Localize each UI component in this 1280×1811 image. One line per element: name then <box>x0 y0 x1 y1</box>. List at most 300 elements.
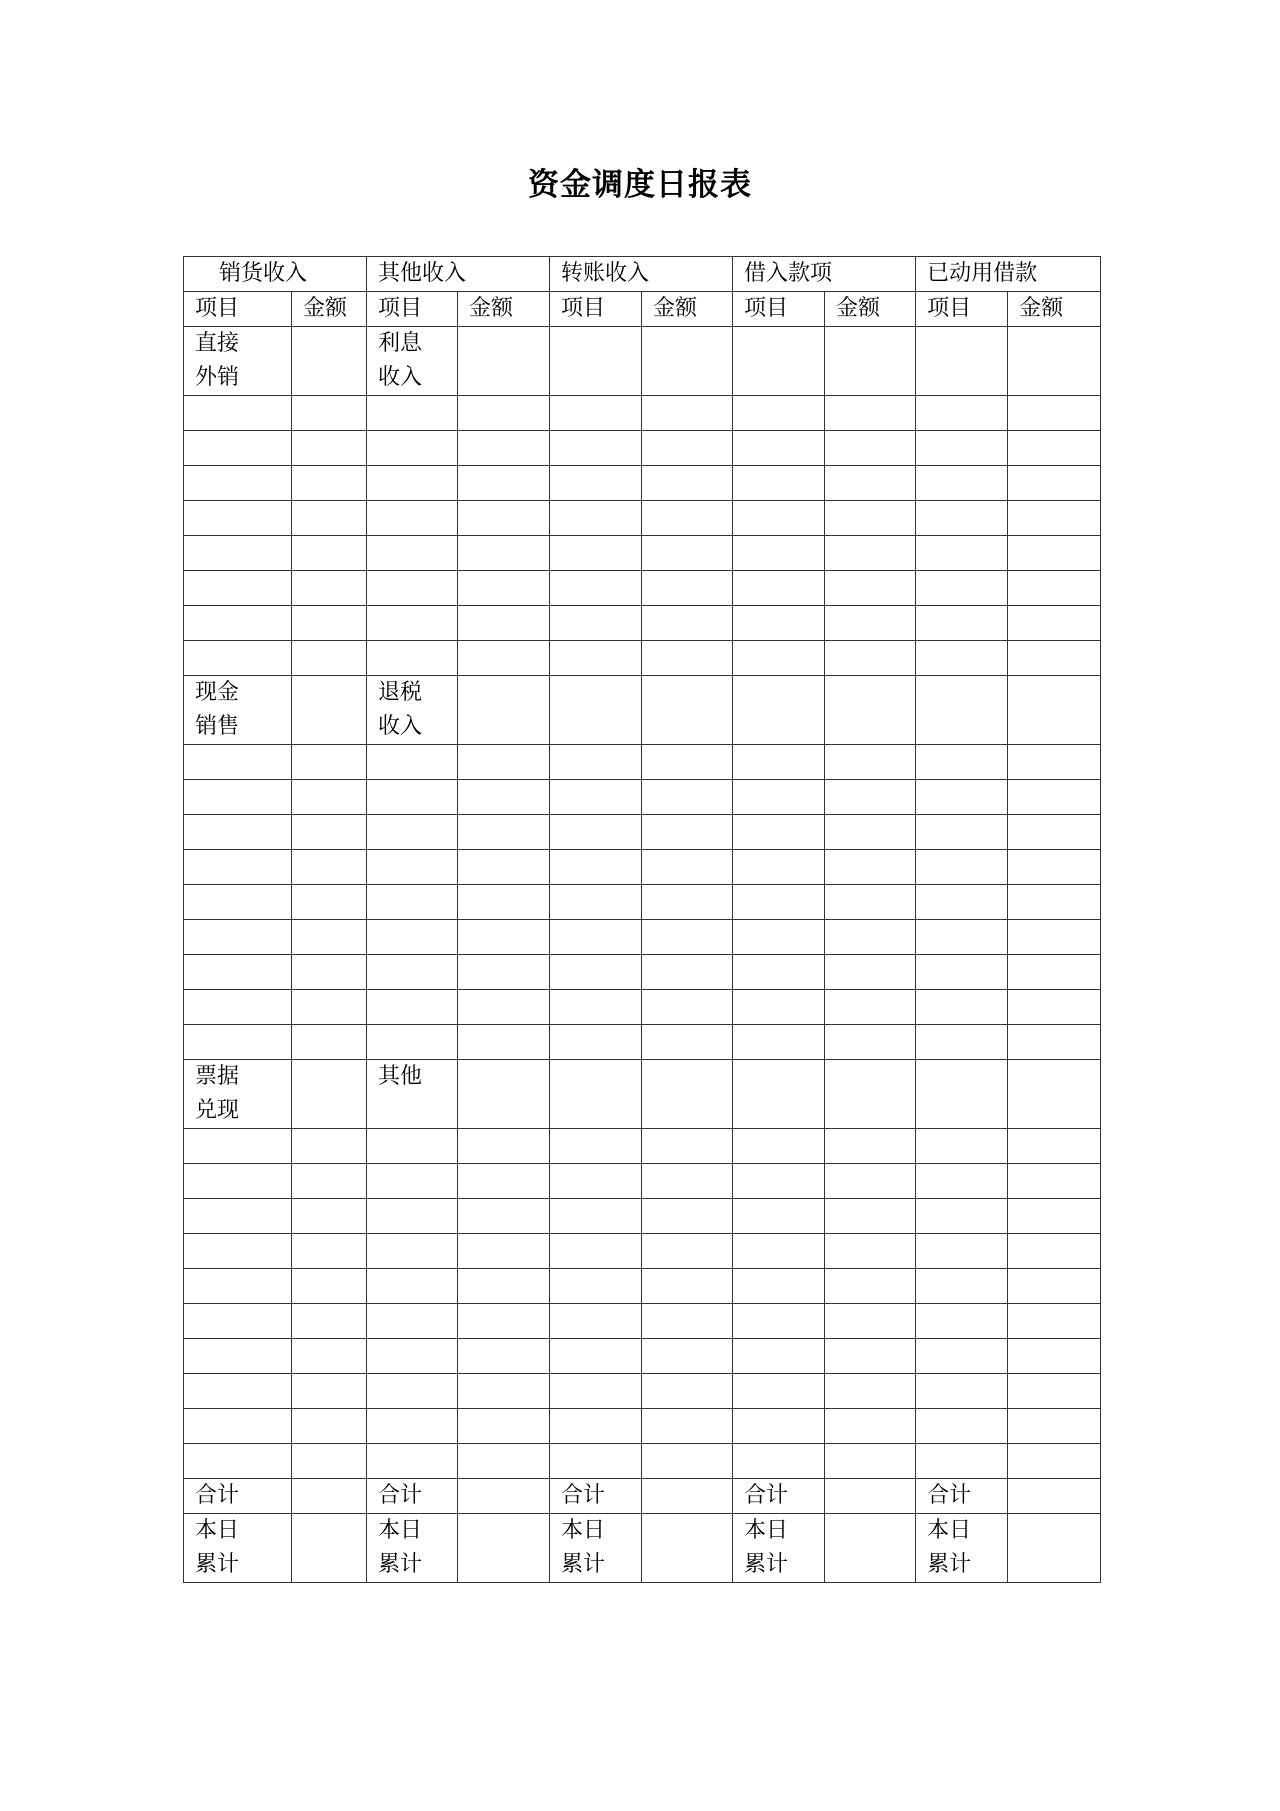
item-cell[interactable] <box>916 815 1008 850</box>
item-cell[interactable] <box>550 606 642 641</box>
amount-cell[interactable] <box>825 1339 916 1374</box>
item-cell[interactable] <box>367 1199 458 1234</box>
item-cell[interactable] <box>184 1409 292 1444</box>
item-cell[interactable] <box>733 1025 825 1060</box>
amount-cell[interactable] <box>1008 1234 1101 1269</box>
cumulative-amount-cell[interactable] <box>1008 1514 1101 1583</box>
item-cell[interactable] <box>550 1374 642 1409</box>
amount-cell[interactable] <box>642 501 733 536</box>
item-cell[interactable] <box>916 1129 1008 1164</box>
amount-cell[interactable] <box>642 1409 733 1444</box>
amount-cell[interactable] <box>292 536 367 571</box>
item-cell[interactable] <box>733 466 825 501</box>
item-cell[interactable] <box>733 571 825 606</box>
amount-cell[interactable] <box>292 1129 367 1164</box>
amount-cell[interactable] <box>1008 1304 1101 1339</box>
item-cell[interactable] <box>367 1409 458 1444</box>
item-cell[interactable] <box>184 780 292 815</box>
item-cell[interactable] <box>916 571 1008 606</box>
item-cell[interactable] <box>916 536 1008 571</box>
item-cell[interactable] <box>733 850 825 885</box>
amount-cell[interactable] <box>458 850 550 885</box>
item-cell[interactable] <box>367 1304 458 1339</box>
amount-cell[interactable] <box>292 641 367 676</box>
amount-cell[interactable] <box>292 1025 367 1060</box>
amount-cell[interactable] <box>642 536 733 571</box>
item-cell[interactable] <box>367 1129 458 1164</box>
amount-cell[interactable] <box>292 606 367 641</box>
amount-cell[interactable] <box>458 396 550 431</box>
item-cell[interactable] <box>550 1409 642 1444</box>
amount-cell[interactable] <box>292 1339 367 1374</box>
amount-cell[interactable] <box>825 990 916 1025</box>
item-cell[interactable] <box>733 1234 825 1269</box>
item-cell[interactable] <box>184 1444 292 1479</box>
amount-cell[interactable] <box>825 1060 916 1129</box>
amount-cell[interactable] <box>825 641 916 676</box>
amount-cell[interactable] <box>642 850 733 885</box>
amount-cell[interactable] <box>825 1234 916 1269</box>
amount-cell[interactable] <box>292 396 367 431</box>
amount-cell[interactable] <box>1008 1409 1101 1444</box>
amount-cell[interactable] <box>1008 501 1101 536</box>
item-cell[interactable] <box>916 1060 1008 1129</box>
item-cell[interactable] <box>916 1409 1008 1444</box>
item-cell[interactable] <box>184 501 292 536</box>
amount-cell[interactable] <box>292 501 367 536</box>
amount-cell[interactable] <box>642 745 733 780</box>
item-cell[interactable] <box>733 745 825 780</box>
amount-cell[interactable] <box>642 990 733 1025</box>
amount-cell[interactable] <box>825 1304 916 1339</box>
amount-cell[interactable] <box>825 571 916 606</box>
item-cell[interactable] <box>550 1444 642 1479</box>
item-cell[interactable] <box>367 501 458 536</box>
item-cell[interactable] <box>733 1269 825 1304</box>
amount-cell[interactable] <box>1008 745 1101 780</box>
amount-cell[interactable] <box>642 1199 733 1234</box>
amount-cell[interactable] <box>642 606 733 641</box>
amount-cell[interactable] <box>825 780 916 815</box>
item-cell[interactable] <box>916 1234 1008 1269</box>
item-cell[interactable] <box>184 641 292 676</box>
item-cell[interactable] <box>184 1374 292 1409</box>
amount-cell[interactable] <box>1008 606 1101 641</box>
item-cell[interactable] <box>733 327 825 396</box>
item-cell[interactable] <box>184 1339 292 1374</box>
amount-cell[interactable] <box>642 1339 733 1374</box>
item-cell[interactable] <box>916 1199 1008 1234</box>
item-cell[interactable] <box>367 815 458 850</box>
item-cell[interactable] <box>184 1304 292 1339</box>
total-amount-cell[interactable] <box>825 1479 916 1514</box>
item-cell[interactable] <box>367 920 458 955</box>
item-cell[interactable] <box>916 955 1008 990</box>
item-cell[interactable] <box>550 990 642 1025</box>
item-cell[interactable] <box>916 780 1008 815</box>
amount-cell[interactable] <box>642 1374 733 1409</box>
amount-cell[interactable] <box>458 571 550 606</box>
amount-cell[interactable] <box>458 1444 550 1479</box>
item-cell[interactable] <box>367 850 458 885</box>
amount-cell[interactable] <box>825 1409 916 1444</box>
amount-cell[interactable] <box>825 1199 916 1234</box>
amount-cell[interactable] <box>642 815 733 850</box>
amount-cell[interactable] <box>458 1025 550 1060</box>
amount-cell[interactable] <box>458 1164 550 1199</box>
amount-cell[interactable] <box>458 641 550 676</box>
item-cell[interactable] <box>550 745 642 780</box>
amount-cell[interactable] <box>458 885 550 920</box>
item-cell[interactable] <box>550 1129 642 1164</box>
item-cell[interactable] <box>916 850 1008 885</box>
amount-cell[interactable] <box>825 431 916 466</box>
item-cell[interactable] <box>733 641 825 676</box>
item-cell[interactable] <box>550 501 642 536</box>
item-cell[interactable] <box>733 1060 825 1129</box>
amount-cell[interactable] <box>292 815 367 850</box>
item-cell[interactable] <box>916 885 1008 920</box>
amount-cell[interactable] <box>1008 1444 1101 1479</box>
cumulative-amount-cell[interactable] <box>825 1514 916 1583</box>
total-amount-cell[interactable] <box>458 1479 550 1514</box>
item-cell[interactable] <box>733 1374 825 1409</box>
amount-cell[interactable] <box>1008 466 1101 501</box>
item-cell[interactable] <box>550 571 642 606</box>
amount-cell[interactable] <box>458 606 550 641</box>
item-cell[interactable] <box>733 676 825 745</box>
amount-cell[interactable] <box>458 815 550 850</box>
amount-cell[interactable] <box>1008 990 1101 1025</box>
item-cell[interactable] <box>550 850 642 885</box>
amount-cell[interactable] <box>1008 571 1101 606</box>
amount-cell[interactable] <box>825 327 916 396</box>
amount-cell[interactable] <box>1008 327 1101 396</box>
amount-cell[interactable] <box>825 1374 916 1409</box>
item-cell[interactable] <box>550 885 642 920</box>
amount-cell[interactable] <box>292 327 367 396</box>
amount-cell[interactable] <box>458 780 550 815</box>
item-cell[interactable] <box>733 606 825 641</box>
amount-cell[interactable] <box>1008 955 1101 990</box>
item-cell[interactable] <box>550 536 642 571</box>
amount-cell[interactable] <box>642 1234 733 1269</box>
amount-cell[interactable] <box>825 1164 916 1199</box>
amount-cell[interactable] <box>292 1269 367 1304</box>
item-cell[interactable] <box>367 1444 458 1479</box>
amount-cell[interactable] <box>642 780 733 815</box>
item-cell[interactable] <box>916 1304 1008 1339</box>
amount-cell[interactable] <box>458 955 550 990</box>
amount-cell[interactable] <box>292 885 367 920</box>
amount-cell[interactable] <box>642 676 733 745</box>
amount-cell[interactable] <box>292 1374 367 1409</box>
total-amount-cell[interactable] <box>642 1479 733 1514</box>
item-cell[interactable] <box>367 641 458 676</box>
amount-cell[interactable] <box>458 1304 550 1339</box>
item-cell[interactable] <box>367 431 458 466</box>
amount-cell[interactable] <box>642 1304 733 1339</box>
amount-cell[interactable] <box>292 1304 367 1339</box>
amount-cell[interactable] <box>642 1269 733 1304</box>
item-cell[interactable] <box>733 990 825 1025</box>
item-cell[interactable] <box>184 571 292 606</box>
item-cell[interactable] <box>733 920 825 955</box>
amount-cell[interactable] <box>458 1339 550 1374</box>
amount-cell[interactable] <box>825 815 916 850</box>
amount-cell[interactable] <box>458 466 550 501</box>
amount-cell[interactable] <box>642 1164 733 1199</box>
amount-cell[interactable] <box>292 850 367 885</box>
item-cell[interactable] <box>184 850 292 885</box>
amount-cell[interactable] <box>1008 920 1101 955</box>
item-cell[interactable] <box>733 955 825 990</box>
item-cell[interactable] <box>367 1234 458 1269</box>
item-cell[interactable] <box>367 606 458 641</box>
item-cell[interactable] <box>367 780 458 815</box>
amount-cell[interactable] <box>1008 1339 1101 1374</box>
amount-cell[interactable] <box>642 431 733 466</box>
item-cell[interactable] <box>367 396 458 431</box>
amount-cell[interactable] <box>825 920 916 955</box>
item-cell[interactable] <box>733 1339 825 1374</box>
amount-cell[interactable] <box>458 1199 550 1234</box>
item-cell[interactable] <box>916 466 1008 501</box>
amount-cell[interactable] <box>292 571 367 606</box>
item-cell[interactable] <box>733 396 825 431</box>
amount-cell[interactable] <box>1008 850 1101 885</box>
item-cell[interactable] <box>733 536 825 571</box>
item-cell[interactable] <box>733 780 825 815</box>
item-cell[interactable] <box>184 1234 292 1269</box>
amount-cell[interactable] <box>1008 1060 1101 1129</box>
item-cell[interactable] <box>916 990 1008 1025</box>
amount-cell[interactable] <box>458 990 550 1025</box>
amount-cell[interactable] <box>825 536 916 571</box>
amount-cell[interactable] <box>458 676 550 745</box>
item-cell[interactable] <box>550 920 642 955</box>
item-cell[interactable] <box>184 955 292 990</box>
item-cell[interactable] <box>733 1304 825 1339</box>
item-cell[interactable] <box>550 1060 642 1129</box>
amount-cell[interactable] <box>642 885 733 920</box>
item-cell[interactable] <box>184 745 292 780</box>
amount-cell[interactable] <box>1008 536 1101 571</box>
amount-cell[interactable] <box>458 1129 550 1164</box>
item-cell[interactable] <box>916 1339 1008 1374</box>
item-cell[interactable] <box>184 885 292 920</box>
amount-cell[interactable] <box>825 676 916 745</box>
item-cell[interactable] <box>367 745 458 780</box>
item-cell[interactable] <box>367 990 458 1025</box>
item-cell[interactable] <box>184 1199 292 1234</box>
total-amount-cell[interactable] <box>1008 1479 1101 1514</box>
amount-cell[interactable] <box>458 745 550 780</box>
item-cell[interactable] <box>367 466 458 501</box>
amount-cell[interactable] <box>642 955 733 990</box>
item-cell[interactable] <box>550 1025 642 1060</box>
amount-cell[interactable] <box>1008 1164 1101 1199</box>
amount-cell[interactable] <box>642 1444 733 1479</box>
amount-cell[interactable] <box>825 501 916 536</box>
amount-cell[interactable] <box>292 1234 367 1269</box>
item-cell[interactable] <box>184 431 292 466</box>
amount-cell[interactable] <box>458 501 550 536</box>
item-cell[interactable] <box>184 1129 292 1164</box>
amount-cell[interactable] <box>458 327 550 396</box>
item-cell[interactable] <box>733 501 825 536</box>
amount-cell[interactable] <box>642 396 733 431</box>
amount-cell[interactable] <box>292 676 367 745</box>
amount-cell[interactable] <box>1008 1199 1101 1234</box>
item-cell[interactable] <box>184 990 292 1025</box>
item-cell[interactable] <box>184 920 292 955</box>
amount-cell[interactable] <box>1008 780 1101 815</box>
amount-cell[interactable] <box>1008 1374 1101 1409</box>
item-cell[interactable] <box>733 1409 825 1444</box>
amount-cell[interactable] <box>292 1164 367 1199</box>
amount-cell[interactable] <box>642 1129 733 1164</box>
item-cell[interactable] <box>550 1164 642 1199</box>
item-cell[interactable] <box>367 1374 458 1409</box>
item-cell[interactable] <box>184 1025 292 1060</box>
amount-cell[interactable] <box>825 1129 916 1164</box>
item-cell[interactable] <box>184 815 292 850</box>
amount-cell[interactable] <box>825 850 916 885</box>
item-cell[interactable] <box>916 327 1008 396</box>
item-cell[interactable] <box>184 1269 292 1304</box>
amount-cell[interactable] <box>642 466 733 501</box>
item-cell[interactable] <box>733 1164 825 1199</box>
item-cell[interactable] <box>733 1199 825 1234</box>
item-cell[interactable] <box>367 955 458 990</box>
amount-cell[interactable] <box>458 1060 550 1129</box>
amount-cell[interactable] <box>825 1025 916 1060</box>
item-cell[interactable] <box>916 920 1008 955</box>
amount-cell[interactable] <box>825 955 916 990</box>
amount-cell[interactable] <box>292 1444 367 1479</box>
item-cell[interactable] <box>916 745 1008 780</box>
amount-cell[interactable] <box>1008 1025 1101 1060</box>
item-cell[interactable] <box>550 1339 642 1374</box>
amount-cell[interactable] <box>1008 396 1101 431</box>
item-cell[interactable] <box>550 431 642 466</box>
item-cell[interactable] <box>916 641 1008 676</box>
amount-cell[interactable] <box>458 431 550 466</box>
amount-cell[interactable] <box>458 1409 550 1444</box>
amount-cell[interactable] <box>825 1269 916 1304</box>
amount-cell[interactable] <box>642 327 733 396</box>
item-cell[interactable] <box>367 1164 458 1199</box>
item-cell[interactable] <box>367 571 458 606</box>
amount-cell[interactable] <box>292 745 367 780</box>
item-cell[interactable] <box>733 1129 825 1164</box>
amount-cell[interactable] <box>825 396 916 431</box>
item-cell[interactable] <box>733 1444 825 1479</box>
item-cell[interactable] <box>184 396 292 431</box>
amount-cell[interactable] <box>1008 1129 1101 1164</box>
item-cell[interactable] <box>367 536 458 571</box>
cumulative-amount-cell[interactable] <box>458 1514 550 1583</box>
cumulative-amount-cell[interactable] <box>292 1514 367 1583</box>
amount-cell[interactable] <box>825 466 916 501</box>
amount-cell[interactable] <box>1008 641 1101 676</box>
item-cell[interactable] <box>916 1164 1008 1199</box>
item-cell[interactable] <box>916 606 1008 641</box>
amount-cell[interactable] <box>458 1374 550 1409</box>
item-cell[interactable] <box>550 1234 642 1269</box>
item-cell[interactable] <box>916 1444 1008 1479</box>
item-cell[interactable] <box>550 780 642 815</box>
amount-cell[interactable] <box>825 606 916 641</box>
amount-cell[interactable] <box>292 780 367 815</box>
amount-cell[interactable] <box>458 536 550 571</box>
amount-cell[interactable] <box>1008 815 1101 850</box>
item-cell[interactable] <box>184 536 292 571</box>
amount-cell[interactable] <box>1008 885 1101 920</box>
amount-cell[interactable] <box>458 920 550 955</box>
total-amount-cell[interactable] <box>292 1479 367 1514</box>
amount-cell[interactable] <box>292 990 367 1025</box>
amount-cell[interactable] <box>1008 431 1101 466</box>
item-cell[interactable] <box>916 396 1008 431</box>
item-cell[interactable] <box>916 1025 1008 1060</box>
amount-cell[interactable] <box>642 1025 733 1060</box>
item-cell[interactable] <box>916 676 1008 745</box>
amount-cell[interactable] <box>292 1060 367 1129</box>
amount-cell[interactable] <box>642 1060 733 1129</box>
amount-cell[interactable] <box>1008 1269 1101 1304</box>
amount-cell[interactable] <box>825 885 916 920</box>
item-cell[interactable] <box>550 327 642 396</box>
amount-cell[interactable] <box>292 920 367 955</box>
amount-cell[interactable] <box>292 466 367 501</box>
item-cell[interactable] <box>916 1374 1008 1409</box>
amount-cell[interactable] <box>642 641 733 676</box>
amount-cell[interactable] <box>1008 676 1101 745</box>
item-cell[interactable] <box>550 955 642 990</box>
item-cell[interactable] <box>916 1269 1008 1304</box>
item-cell[interactable] <box>550 1199 642 1234</box>
amount-cell[interactable] <box>292 955 367 990</box>
item-cell[interactable] <box>916 501 1008 536</box>
item-cell[interactable] <box>916 431 1008 466</box>
amount-cell[interactable] <box>292 1199 367 1234</box>
item-cell[interactable] <box>184 466 292 501</box>
amount-cell[interactable] <box>292 1409 367 1444</box>
item-cell[interactable] <box>550 1269 642 1304</box>
cumulative-amount-cell[interactable] <box>642 1514 733 1583</box>
item-cell[interactable] <box>550 466 642 501</box>
item-cell[interactable] <box>733 815 825 850</box>
item-cell[interactable] <box>367 1269 458 1304</box>
item-cell[interactable] <box>184 1164 292 1199</box>
amount-cell[interactable] <box>825 1444 916 1479</box>
item-cell[interactable] <box>550 815 642 850</box>
item-cell[interactable] <box>550 1304 642 1339</box>
item-cell[interactable] <box>367 885 458 920</box>
item-cell[interactable] <box>550 676 642 745</box>
item-cell[interactable] <box>367 1339 458 1374</box>
amount-cell[interactable] <box>292 431 367 466</box>
item-cell[interactable] <box>550 396 642 431</box>
amount-cell[interactable] <box>458 1234 550 1269</box>
item-cell[interactable] <box>367 1025 458 1060</box>
item-cell[interactable] <box>184 606 292 641</box>
amount-cell[interactable] <box>825 745 916 780</box>
item-cell[interactable] <box>733 885 825 920</box>
amount-cell[interactable] <box>458 1269 550 1304</box>
